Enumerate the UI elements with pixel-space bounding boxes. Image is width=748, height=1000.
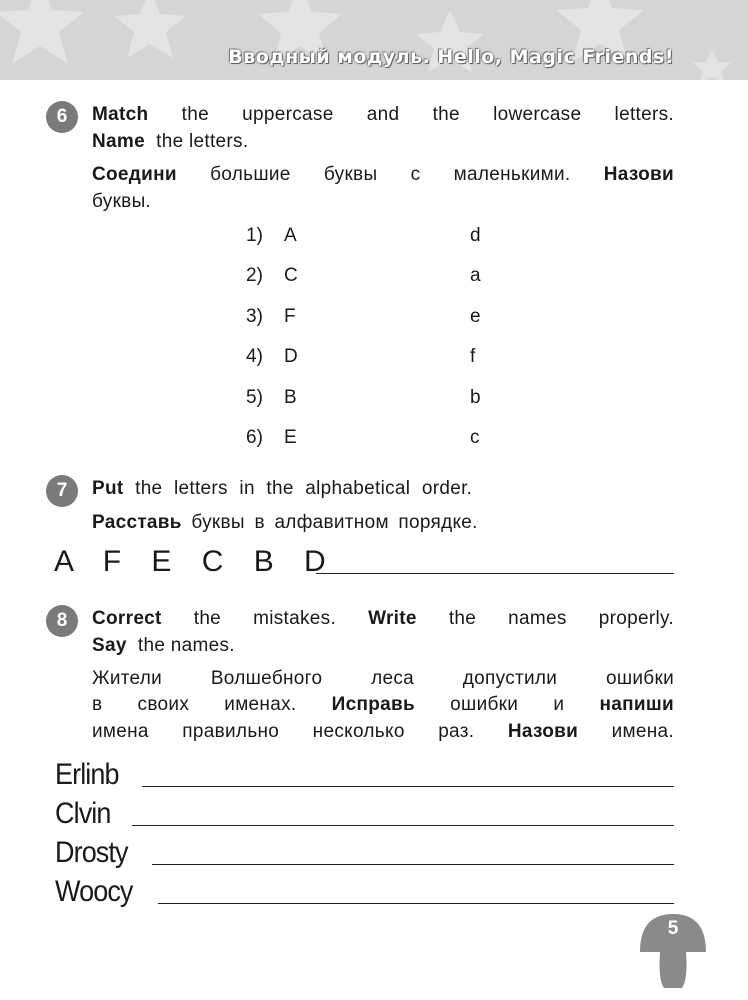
misspelled-name: Woocy bbox=[55, 875, 133, 908]
exercise-8-badge: 8 bbox=[46, 605, 78, 637]
ex6-instruction-en bbox=[92, 104, 674, 126]
ex8-instruction-ru-2 bbox=[92, 694, 674, 716]
ex8-instruction-ru: Жители Волшебного леса допустили ошибки bbox=[92, 668, 674, 689]
ex7-instruction-en bbox=[92, 478, 674, 500]
ex7-en-verb: Put bbox=[92, 478, 124, 499]
ex6-ru-text: большие буквы с маленькими. bbox=[210, 164, 571, 185]
ex7-en-text: the letters in the alphabetical order. bbox=[135, 478, 473, 499]
uppercase-letter[interactable]: D bbox=[284, 346, 298, 367]
ex6-instruction-en-2 bbox=[92, 131, 674, 153]
ex8-ru3-text: имена правильно несколько раз. bbox=[92, 721, 475, 742]
ex6-en-verb: Match bbox=[92, 104, 149, 125]
module-title: Вводный модуль. Hello, Magic Friends! bbox=[228, 46, 674, 68]
ex8-instruction-en bbox=[92, 608, 674, 630]
ex8-en-verb: Correct bbox=[92, 608, 162, 629]
uppercase-letter[interactable]: B bbox=[284, 387, 297, 408]
page-header bbox=[0, 0, 748, 80]
page-number: 5 bbox=[667, 918, 679, 939]
lowercase-letter[interactable]: e bbox=[470, 306, 481, 327]
answer-line[interactable] bbox=[158, 903, 674, 904]
ex6-ru-verb-2: Назови bbox=[603, 164, 674, 185]
ex6-en2-text: the letters. bbox=[156, 131, 249, 152]
ex6-en-text: the uppercase and the lowercase letters. bbox=[181, 104, 674, 125]
ex7-ru-verb: Расставь bbox=[92, 512, 182, 533]
uppercase-letter[interactable]: E bbox=[284, 427, 297, 448]
match-number: 1) bbox=[246, 225, 263, 246]
ex8-en-text-2: the names properly. bbox=[448, 608, 674, 629]
lowercase-letter[interactable]: d bbox=[470, 225, 481, 246]
answer-line[interactable] bbox=[152, 864, 674, 865]
letter-sequence: A F E C B D bbox=[54, 545, 334, 578]
ex8-ru2-verb: Исправь bbox=[331, 694, 415, 715]
misspelled-name: Erlinb bbox=[55, 758, 119, 791]
ex8-ru2-text-2: ошибки и bbox=[450, 694, 565, 715]
uppercase-letter[interactable]: C bbox=[284, 265, 298, 286]
ex8-instruction-en-2 bbox=[92, 635, 674, 657]
match-number: 6) bbox=[246, 427, 263, 448]
ex6-ru-verb: Соедини bbox=[92, 164, 177, 185]
match-number: 4) bbox=[246, 346, 263, 367]
misspelled-name: Clvin bbox=[55, 797, 111, 830]
ex8-instruction-ru-3 bbox=[92, 721, 674, 743]
lowercase-letter[interactable]: f bbox=[470, 346, 476, 367]
uppercase-letter[interactable]: F bbox=[284, 306, 296, 327]
ex8-en2-text: the names. bbox=[137, 635, 235, 656]
answer-line[interactable] bbox=[316, 573, 674, 574]
exercise-7-badge: 7 bbox=[46, 475, 78, 507]
ex8-ru3-text-2: имена. bbox=[611, 721, 674, 742]
exercise-6-badge: 6 bbox=[46, 101, 78, 133]
ex8-ru2-text: в своих именах. bbox=[92, 694, 297, 715]
page-number-badge bbox=[638, 910, 708, 990]
ex8-en2-verb: Say bbox=[92, 635, 127, 656]
match-number: 2) bbox=[246, 265, 263, 286]
ex8-en-verb-2: Write bbox=[368, 608, 417, 629]
lowercase-letter[interactable]: a bbox=[470, 265, 481, 286]
ex6-instruction-ru bbox=[92, 164, 674, 186]
ex8-ru3-verb: Назови bbox=[507, 721, 579, 742]
answer-line[interactable] bbox=[132, 825, 674, 826]
match-number: 5) bbox=[246, 387, 263, 408]
match-number: 3) bbox=[246, 306, 263, 327]
uppercase-letter[interactable]: A bbox=[284, 225, 297, 246]
ex7-instruction-ru bbox=[92, 512, 674, 534]
ex6-en2-verb: Name bbox=[92, 131, 145, 152]
misspelled-name: Drosty bbox=[55, 836, 128, 869]
ex7-ru-text: буквы в алфавитном порядке. bbox=[191, 512, 478, 533]
ex8-en-text: the mistakes. bbox=[193, 608, 337, 629]
lowercase-letter[interactable]: b bbox=[470, 387, 481, 408]
lowercase-letter[interactable]: c bbox=[470, 427, 480, 448]
answer-line[interactable] bbox=[142, 786, 674, 787]
stars-decoration-icon bbox=[0, 0, 748, 80]
ex8-ru2-verb-2: напиши bbox=[599, 694, 674, 715]
ex6-instruction-ru-2: буквы. bbox=[92, 191, 152, 212]
